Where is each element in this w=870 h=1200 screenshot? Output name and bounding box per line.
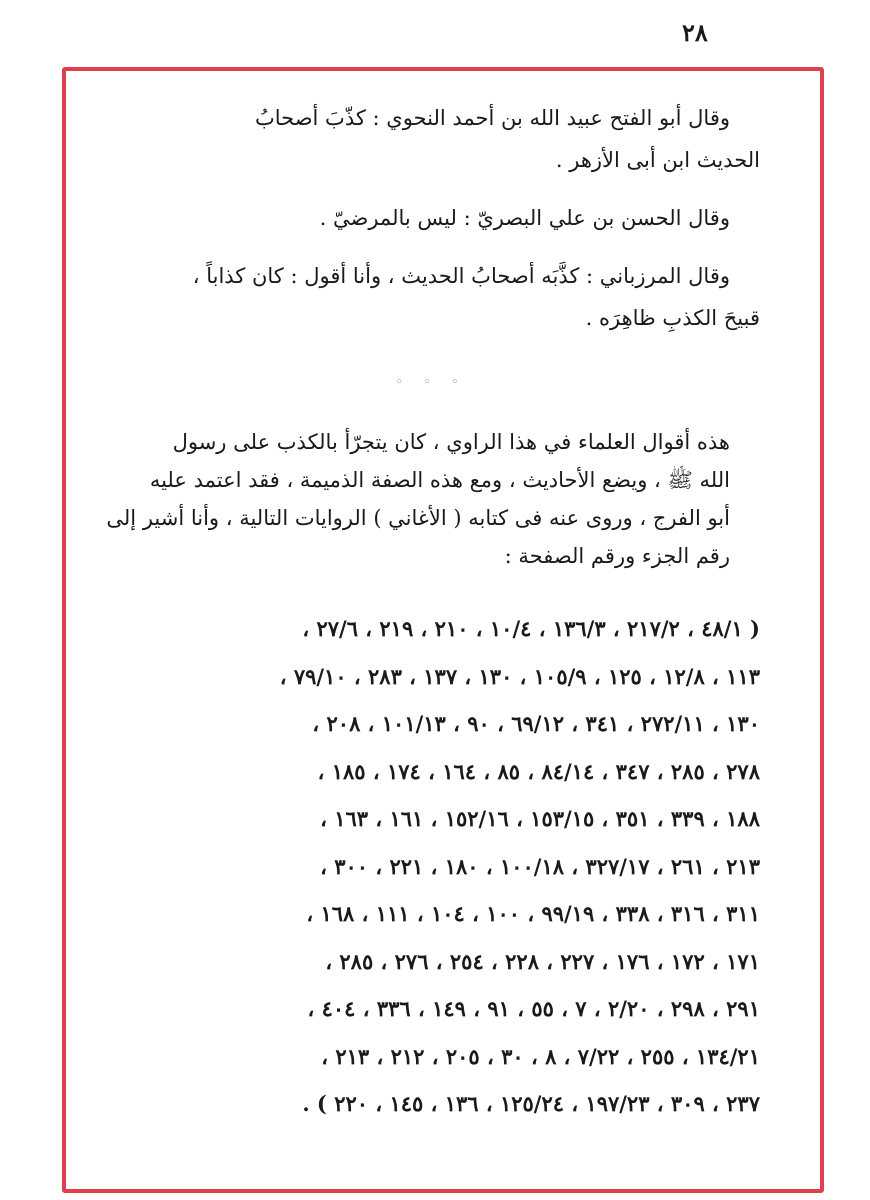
intro-line: الله ﷺ ، ويضع الأحاديث ، ومع هذه الصفة الذميمة ، فقد اعتمد عليه (149, 468, 730, 492)
quote-line: وقال الحسن بن علي البصريّ : ليس بالمرضيّ . (319, 206, 730, 230)
section-separator: ◦ ◦ ◦ (395, 375, 467, 390)
quote-al-marzubani (102, 255, 760, 339)
page-content (102, 97, 760, 1128)
references-list (102, 605, 760, 1128)
intro-line: أبو الفرج ، وروى عنه فى كتابه ( الأغاني ) الروايات التالية ، وأنا أشير إلى (106, 506, 730, 530)
content-frame (62, 67, 824, 1193)
reference-line: ٣١١ ، ٣١٦ ، ٣٣٨ ، ٩٩/١٩ ، ١٠٠ ، ١٠٤ ، ١١١ ، ١٦٨ ، (306, 901, 760, 926)
reference-line: ٢٧٨ ، ٢٨٥ ، ٣٤٧ ، ٨٤/١٤ ، ٨٥ ، ١٦٤ ، ١٧٤ ، ١٨٥ ، (317, 758, 760, 784)
reference-line: ٢٩١ ، ٢٩٨ ، ٢/٢٠ ، ٧ ، ٥٥ ، ٩١ ، ١٤٩ ، ٣٣٦ ، ٤٠٤ ، (307, 996, 760, 1021)
reference-line: ١١٣ ، ١٢/٨ ، ١٢٥ ، ١٠٥/٩ ، ١٣٠ ، ١٣٧ ، ٢٨٣ ، ٧٩/١٠ ، (279, 663, 760, 689)
reference-line: ( ٤٨/١ ، ٢١٧/٢ ، ١٣٦/٣ ، ١٠/٤ ، ٢١٠ ، ٢١٩ ، ٢٧/٦ ، (302, 616, 760, 641)
intro-line: هذه أقوال العلماء في هذا الراوي ، كان يتجرّأ بالكذب على رسول (172, 430, 730, 454)
reference-line: ١٣٠ ، ٢٧٢/١١ ، ٣٤١ ، ٦٩/١٢ ، ٩٠ ، ١٠١/١٣ ، ٢٠٨ ، (312, 711, 760, 736)
quote-line: وقال المرزباني : كذَّبَه أصحابُ الحديث ، وأنا أقول : كان كذاباً ، (192, 264, 730, 288)
quote-line: قبيحَ الكذبِ ظاهِرَه . (585, 306, 760, 330)
reference-line: ٢١٣ ، ٢٦١ ، ٣٢٧/١٧ ، ١٠٠/١٨ ، ١٨٠ ، ٢٢١ ، ٣٠٠ ، (320, 853, 760, 879)
quote-abu-al-fath (102, 97, 760, 181)
page-number: ٢٨ (682, 18, 708, 47)
intro-paragraph (102, 423, 760, 575)
intro-line: رقم الجزء ورقم الصفحة : (504, 544, 730, 568)
reference-line: ٢٣٧ ، ٣٠٩ ، ١٩٧/٢٣ ، ١٢٥/٢٤ ، ١٣٦ ، ١٤٥ ، ٢٢٠ ) . (302, 1091, 760, 1116)
quote-line: وقال أبو الفتح عبيد الله بن أحمد النحوي : كذّبَ أصحابُ (254, 106, 730, 130)
quote-line: الحديث ابن أبى الأزهر . (555, 148, 760, 172)
reference-line: ١٧١ ، ١٧٢ ، ١٧٦ ، ٢٢٧ ، ٢٢٨ ، ٢٥٤ ، ٢٧٦ ، ٢٨٥ ، (325, 948, 760, 974)
reference-line: ١٨٨ ، ٣٣٩ ، ٣٥١ ، ١٥٣/١٥ ، ١٥٢/١٦ ، ١٦١ ، ١٦٣ ، (320, 806, 760, 831)
reference-line: ١٣٤/٢١ ، ٢٥٥ ، ٧/٢٢ ، ٨ ، ٣٠ ، ٢٠٥ ، ٢١٢ ، ٢١٣ ، (321, 1043, 760, 1069)
quote-al-hasan (102, 197, 760, 239)
